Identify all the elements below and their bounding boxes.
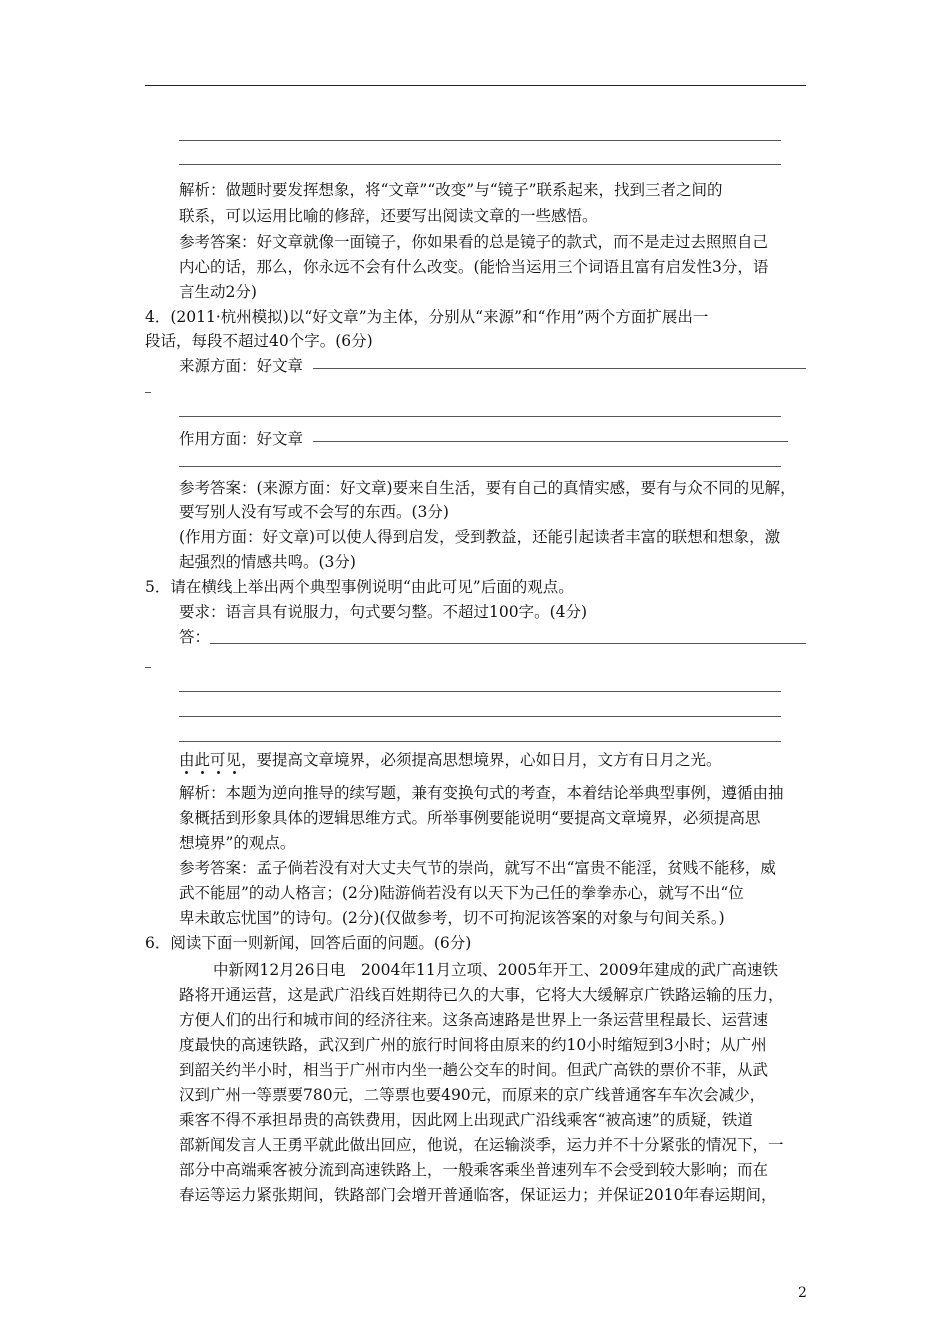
text-line: 参考答案：孟子倘若没有对大丈夫气节的崇尚，就写不出“富贵不能淫，贫贱不能移，威 bbox=[179, 859, 776, 877]
text-line: 由此可见，要提高文章境界，必须提高思想境界，心如日月，文方有日月之光。 bbox=[179, 751, 722, 769]
text-line: 解析：本题为逆向推导的续写题，兼有变换句式的考查，本着结论举典型事例，遵循由抽 bbox=[179, 784, 784, 802]
text-line: (作用方面：好文章)可以使人得到启发，受到教益，还能引起读者丰富的联想和想象，激 bbox=[179, 528, 781, 546]
text-line: 参考答案：(来源方面：好文章)要来自生活，要有自己的真情实感，要有与众不同的见解， bbox=[179, 479, 796, 497]
text-line: 乘客不得不承担昂贵的高铁费用，因此网上出现武广沿线乘客“被高速”的质疑，铁道 bbox=[179, 1111, 753, 1129]
text-line: 汉到广州一等票要780元，二等票也要490元，而原来的京广线普通客车车次会减少， bbox=[179, 1086, 766, 1104]
text-line: 要求：语言具有说服力，句式要匀整。不超过100字。(4分) bbox=[179, 603, 588, 621]
text-line: 段话，每段不超过40个字。(6分) bbox=[145, 332, 373, 350]
text-line: 春运等运力紧张期间，铁路部门会增开普通临客，保证运力；并保证2010年春运期间， bbox=[179, 1186, 777, 1204]
text-line: 卑未敢忘忧国”的诗句。(2分)(仅做参考，切不可拘泥该答案的对象与句间关系。) bbox=[179, 909, 725, 927]
emphasis-dots bbox=[179, 771, 269, 775]
text-line: 部新闻发言人王勇平就此做出回应，他说，在运输淡季，运力并不十分紧张的情况下，一 bbox=[179, 1136, 784, 1154]
text-line: 解析：做题时要发挥想象，将“文章”“改变”与“镜子”联系起来，找到三者之间的 bbox=[179, 181, 723, 199]
text-line: 象概括到形象具体的逻辑思维方式。所举事例要能说明“要提高文章境界，必须提高思 bbox=[179, 809, 761, 827]
text-line: 度最快的高速铁路，武汉到广州的旅行时间将由原来的约10小时缩短到3小时；从广州 bbox=[179, 1036, 767, 1054]
text-line: 内心的话，那么，你永远不会有什么改变。(能恰当运用三个词语且富有启发性3分，语 bbox=[179, 258, 769, 276]
text-line: 言生动2分) bbox=[179, 283, 257, 301]
answer-line[interactable] bbox=[179, 691, 781, 692]
text-line: 作用方面：好文章 bbox=[179, 430, 304, 448]
answer-line[interactable] bbox=[313, 368, 806, 369]
text-line: 5．请在横线上举出两个典型事例说明“由此可见”后面的观点。 bbox=[145, 578, 574, 596]
text-line: 中新网12月26日电 2004年11月立项、2005年开工、2009年建成的武广高速铁 bbox=[213, 961, 779, 979]
text-line: 来源方面：好文章 bbox=[179, 357, 304, 375]
answer-line[interactable] bbox=[179, 140, 781, 141]
page-number: 2 bbox=[798, 1285, 807, 1301]
header-rule bbox=[145, 85, 806, 86]
text-line: 联系，可以运用比喻的修辞，还要写出阅读文章的一些感悟。 bbox=[179, 207, 598, 225]
text-line: 答： bbox=[179, 628, 211, 646]
text-line: 要写别人没有写或不会写的东西。(3分) bbox=[179, 503, 449, 521]
text-line: 参考答案：好文章就像一面镜子，你如果看的总是镜子的款式，而不是走过去照照自己 bbox=[179, 233, 769, 251]
continuation-dash bbox=[145, 667, 151, 668]
text-line: 到韶关约半小时，相当于广州市内坐一趟公交车的时间。但武广高铁的票价不菲，从武 bbox=[179, 1061, 769, 1079]
answer-line[interactable] bbox=[179, 416, 781, 417]
answer-line[interactable] bbox=[210, 643, 806, 644]
answer-line[interactable] bbox=[179, 466, 781, 467]
text-line: 方便人们的出行和城市间的经济往来。这条高速路是世界上一条运营里程最长、运营速 bbox=[179, 1011, 769, 1029]
answer-line[interactable] bbox=[179, 741, 781, 742]
text-line: 4．(2011·杭州模拟)以“好文章”为主体，分别从“来源”和“作用”两个方面扩展出一 bbox=[145, 308, 709, 326]
answer-line[interactable] bbox=[179, 716, 781, 717]
text-line: 6．阅读下面一则新闻，回答后面的问题。(6分) bbox=[145, 934, 472, 952]
text-line: 武不能屈”的动人格言；(2分)陆游倘若没有以天下为己任的拳拳赤心，就写不出“位 bbox=[179, 884, 744, 902]
text-line: 部分中高端乘客被分流到高速铁路上，一般乘客乘坐普速列车不会受到较大影响；而在 bbox=[179, 1161, 769, 1179]
answer-line[interactable] bbox=[179, 164, 781, 165]
text-line: 起强烈的情感共鸣。(3分) bbox=[179, 553, 356, 571]
continuation-dash bbox=[145, 392, 151, 393]
text-line: 想境界”的观点。 bbox=[179, 834, 296, 852]
answer-line[interactable] bbox=[313, 441, 788, 442]
text-line: 路将开通运营，这是武广沿线百姓期待已久的大事，它将大大缓解京广铁路运输的压力， bbox=[179, 986, 784, 1004]
